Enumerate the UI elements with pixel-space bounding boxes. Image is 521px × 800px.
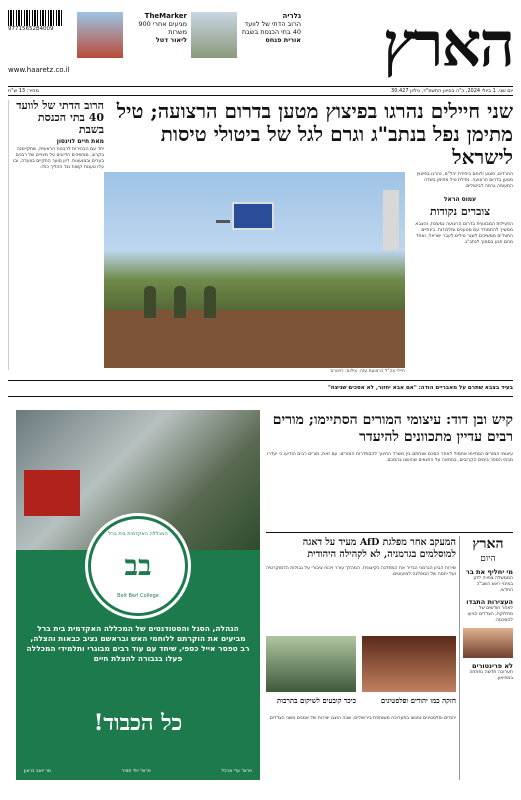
dateline xyxy=(8,86,513,96)
afd-article-body: שירות הביון הגרמני הגדיר את המפלגה כקיצונית. המהלך עורר ויכוח ציבורי על גבולות הדמוקרטיה ועל יחסה של המפלגה למיעוטים. xyxy=(266,566,456,577)
promo-themarker[interactable] xyxy=(77,12,187,78)
seal-english-text: Beit Berl College xyxy=(117,593,159,599)
college-seal xyxy=(88,516,188,616)
promo-themarker-byline: ליאור דטל xyxy=(155,36,187,44)
story-photo-b[interactable] xyxy=(362,636,456,692)
left-column-headline[interactable]: הרוב הדתי של לוועד 40 בתי הכנסת בשבת xyxy=(16,99,104,136)
section-divider xyxy=(266,532,513,533)
ad-slogan: כל הכבוד! xyxy=(93,710,183,736)
story-c-body: יהודים ופלסטינים נפגשו בתערוכה משותפת בירושלים, שבה הוצגו יצירות של אמנים משני הצדדים. xyxy=(268,716,456,721)
ad-body-text: הנהלה, הסגל והסטודנטים של המכללה האקדמית בית ברל מביעים את הוקרתם ללוחמי האש ובראשם נציב כבאות והצלה, רב טפסר אייל כספי, שיחד עם עוד רבים מבוגרי ותלמידי המכללה פעלו בגבורה להצלת חיים xyxy=(26,624,250,663)
brief-item-headline[interactable]: העצירות התבדו xyxy=(466,598,513,606)
story-b-headline[interactable]: כיכר קובעים לשיקום בתרבות xyxy=(277,696,356,705)
barcode-number: 9771565284009 xyxy=(8,26,54,32)
promo-gallery[interactable] xyxy=(191,12,301,78)
ad-signatures xyxy=(24,769,252,774)
brief-logo xyxy=(463,536,513,564)
seal-top-text: המכללה האקדמית בית ברל xyxy=(108,531,168,537)
right-column-author: עמוס הראל xyxy=(443,196,477,203)
promo-gallery-text: הרוב הדתי של לוועד 40 בתי הכנסת בשבת xyxy=(241,20,301,36)
promo-gallery-title: גלריה xyxy=(282,12,301,20)
hero-photo[interactable] xyxy=(104,172,405,368)
masthead xyxy=(8,8,513,82)
section-divider xyxy=(8,396,513,397)
ad-signature: פרופ' עדי ארבל xyxy=(221,769,252,774)
soldier-figure xyxy=(144,286,156,318)
main-headline[interactable]: שני חיילים נהרגו בפיצוץ מטען בדרום הרצועה; טיל מתימן נפל בנתב"ג וגרם לגל של ביטולי טיסות לישראל xyxy=(116,99,513,169)
promo-gallery-image xyxy=(191,12,237,58)
brief-item-headline[interactable]: לא פרינטורים xyxy=(472,662,513,670)
soldier-figure xyxy=(204,286,216,318)
left-column-body: יחד עם הבחירות לרבנות הראשית, שתקיימנה בקרוב, ממשיכים הדיונים על מינויים של רבנים בערים ובמועצות. דיון סוער התקיים בוועדה, ובו עלו טענות קשות נגד ההליך כולו. xyxy=(13,147,104,170)
college-advertisement[interactable] xyxy=(16,410,260,780)
brief-logo-main: הארץ xyxy=(472,536,504,552)
left-column xyxy=(8,100,104,370)
section-divider xyxy=(8,380,513,381)
dateline-date: יום שני, 1 ביולי 2024, כ"ה בסיוון התשפ"ד, גיליון 30,427 xyxy=(391,88,513,94)
brief-photo[interactable] xyxy=(463,628,513,658)
control-tower-shape xyxy=(383,190,399,250)
ad-signature: מר יואב בראון xyxy=(24,769,51,774)
brief-item-headline[interactable]: מי יחליף את בר xyxy=(465,568,513,576)
barcode-bars xyxy=(8,10,64,26)
brief-item-body: תערוכה חדשה נפתחה במוזיאון. xyxy=(469,670,513,681)
ad-signature: פרופ' יולי תמיר xyxy=(121,769,151,774)
seal-mark: בב xyxy=(124,549,152,582)
brief-item-body: לאחר חודשים של מחלוקת, הצדדים הגיעו להסכמה. xyxy=(467,606,513,623)
left-column-byline: מאת חיים לוינסון xyxy=(56,138,104,145)
plane-icon xyxy=(216,220,230,223)
promo-themarker-text: מגיעים אחרי 900 משרות xyxy=(138,20,187,36)
right-column xyxy=(407,172,513,252)
billboard-shape xyxy=(232,202,274,230)
newspaper-logo[interactable]: הארץ xyxy=(382,8,513,81)
soldier-figure xyxy=(174,286,186,318)
story-photo-a[interactable] xyxy=(266,636,356,692)
dateline-price: מחיר: 13 ש"ח xyxy=(8,88,39,94)
ground-shape xyxy=(104,310,405,368)
website-url[interactable]: www.haaretz.co.il xyxy=(8,66,70,74)
teachers-article-body: עיצומי המורים הסתיימו אתמול לאחר הסכם שנחתם בין משרד החינוך להסתדרות המורים. עם זאת, מורים רבים הודיעו כי יעדרו מבתי הספר בימים הקרובים, במחאה על התנאים שהושגו בהסכם. xyxy=(267,452,513,463)
afd-headline[interactable]: המעקב אחר מפלגת AfD מעיד על דאגה למוסלמים בגרמניה, לא לקהילה היהודית xyxy=(302,537,456,560)
right-column-headline[interactable]: צוברים נקודות xyxy=(430,205,490,218)
brief-logo-sub: היום xyxy=(480,554,496,564)
teaser-line[interactable]: בעיד בצבא שתרם על מאבריים הודה: "אם אבא יחזור, לא אסכים שניצח" xyxy=(328,385,513,391)
barcode xyxy=(8,10,72,74)
right-column-intro: החרדים, פצוע ולוחם ביחידת יהל"ם, נהרגו בפיצוץ מטען בדרום הרצועה. נפילת טיל מתימן בשדה התעופה גרמה לביטולים. xyxy=(416,172,513,189)
brief-item-body: הממשלה צפויה לדון במינוי ראש השב"כ החדש. xyxy=(473,576,513,593)
fire-truck-shape xyxy=(24,470,80,516)
teachers-headline[interactable]: קיש ובן דוד: עיצומי המורים הסתיימו; מורים רבים עדיין מתכוונים להיעדר xyxy=(272,412,513,445)
hero-caption: חיילי צה"ל ברצועת עזה. צילום: רויטרס xyxy=(330,369,405,374)
promo-gallery-byline: אורית פנחס xyxy=(265,36,301,44)
promo-themarker-title: TheMarker xyxy=(144,12,187,20)
promo-themarker-image xyxy=(77,12,123,58)
right-column-body: הפעילות המבצעית בדרום הרצועה נמשכת, והצבא ממשיך להתמודד עם מטענים ומלכודות. בינתיים החות'ים ממשיכים לשגר טילים לעבר ישראל, ואחד מהם פגע בסמוך לנתב"ג. xyxy=(415,222,513,245)
today-brief-box xyxy=(459,536,513,780)
story-a-headline[interactable]: חזקה כמו יהודים ופלסטינים xyxy=(380,696,456,705)
